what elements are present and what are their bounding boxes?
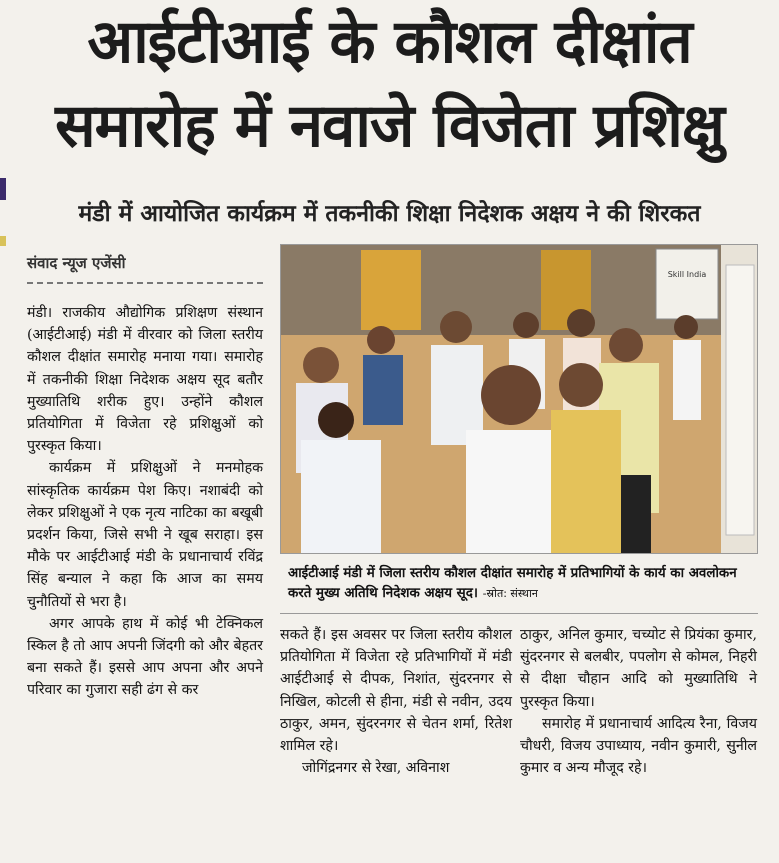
caption-source: -स्रोत: संस्थान [482, 587, 538, 600]
news-photo [280, 244, 758, 554]
byline-divider [27, 282, 263, 284]
article-paragraph: सकते हैं। इस अवसर पर जिला स्तरीय कौशल प्रतियोगिता में विजेता रहे प्रतिभागियों में मंडी आईटीआई से दीपक, निशांत, सुंदरनगर से निखिल, कोटली से हीना, मंडी से नवीन, उदय ठाकुर, अमन, सुंदरनगर से चेतन शर्मा, रितेश शामिल रहे। [280, 627, 512, 755]
photo-caption [280, 560, 758, 614]
article-paragraph: मंडी। राजकीय औद्योगिक प्रशिक्षण संस्थान (आईटीआई) मंडी में वीरवार को जिला स्तरीय कौशल दीक्षांत समारोह मनाया गया। समारोह में तकनीकी शिक्षा निदेशक अक्षय सूद बतौर मुख्यातिथि शरीक हुए। उन्होंने कौशल प्रतियोगिता में विजेता रहे प्रशिक्षुओं को पुरस्कृत किया। [27, 305, 263, 455]
article-column-3 [520, 624, 757, 779]
article-paragraph: कार्यक्रम में प्रशिक्षुओं ने मनमोहक सांस्कृतिक कार्यक्रम पेश किए। नशाबंदी को लेकर प्रशिक्षुओं ने एक नृत्य नाटिका का बखूबी प्रदर्शन किया, जिसे सभी ने खूब सराहा। इस मौके पर आईटीआई मंडी के प्रधानाचार्य रविंद्र सिंह बन्याल ने कहा कि आज का समय चुनौतियों से भरा है। [27, 460, 263, 610]
photo-illustration [281, 245, 758, 554]
article-column-2 [280, 624, 512, 779]
byline: संवाद न्यूज एजेंसी [27, 254, 126, 272]
headline-line-2: समारोह में नवाजे विजेता प्रशिक्षु [55, 91, 724, 161]
caption-text: आईटीआई मंडी में जिला स्तरीय कौशल दीक्षांत समारोह में प्रतिभागियों के कार्य का अवलोकन करते मुख्य अतिथि निदेशक अक्षय सूद। [288, 566, 737, 601]
article-paragraph: समारोह में प्रधानाचार्य आदित्य रैना, विजय चौधरी, विजय उपाध्याय, नवीन कुमारी, सुनील कुमार व अन्य मौजूद रहे। [520, 715, 757, 777]
skill-india-sign: Skill India [667, 270, 707, 279]
subheadline: मंडी में आयोजित कार्यक्रम में तकनीकी शिक्षा निदेशक अक्षय ने की शिरकत [78, 201, 701, 227]
article-paragraph: जोगिंद्रनगर से रेखा, अविनाश [302, 760, 450, 777]
headline-line-1: आईटीआई के कौशल दीक्षांत [87, 7, 692, 77]
article-column-1 [27, 302, 263, 702]
article-paragraph: ठाकुर, अनिल कुमार, चच्योट से प्रियंका कुमार, सुंदरनगर से बलबीर, पपलोग से कोमल, निहरी से दीक्षा चौहान आदि को मुख्यातिथि ने पुरस्कृत किया। [520, 627, 757, 710]
article-paragraph: अगर आपके हाथ में कोई भी टेक्निकल स्किल है तो आप अपनी जिंदगी को और बेहतर बना सकते हैं। इससे आप अपना और अपने परिवार का गुजारा सही ढंग से कर [27, 615, 263, 699]
left-edge-marker [0, 236, 6, 246]
